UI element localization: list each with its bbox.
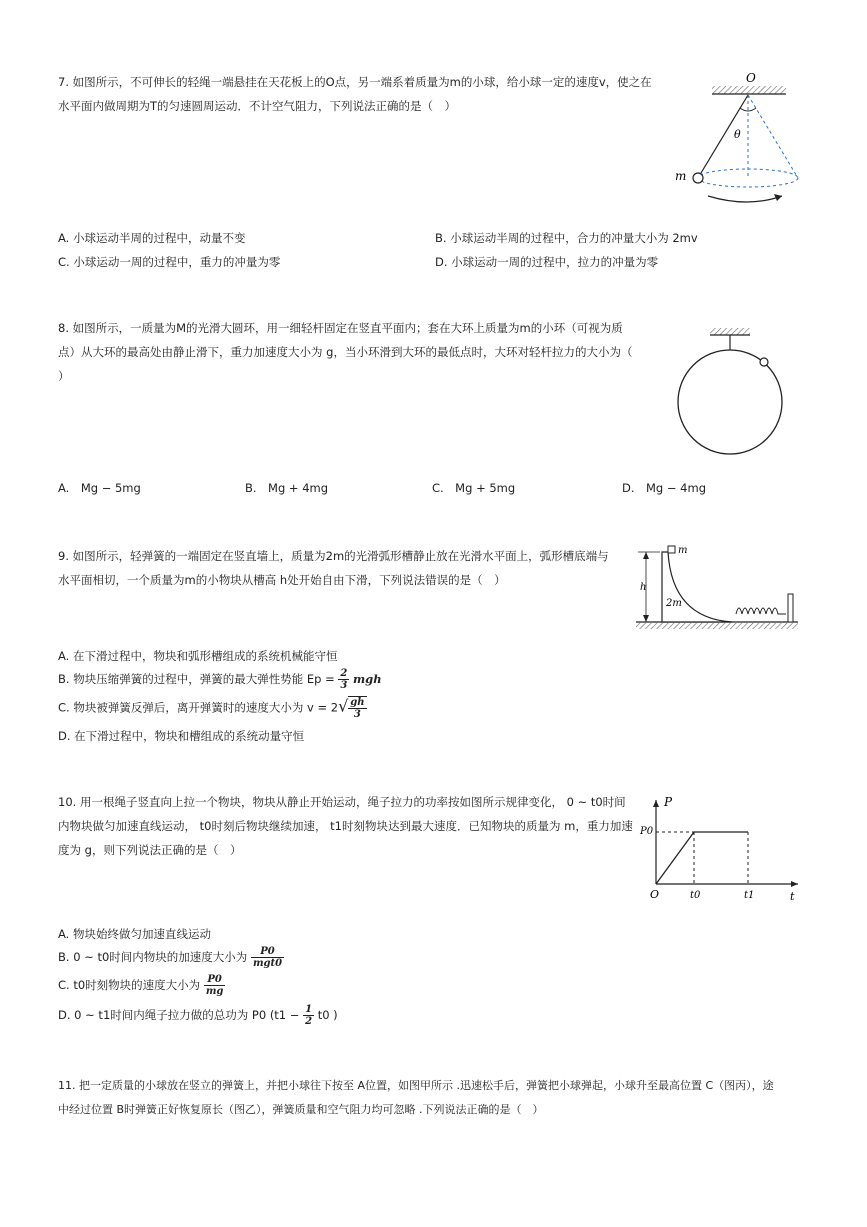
- q9-option-b-num: 2: [340, 668, 348, 679]
- q7-option-a[interactable]: A. 小球运动半周的过程中，动量不变: [58, 231, 246, 245]
- q7-label-m: m: [675, 169, 687, 183]
- q9-option-c-fraction: [348, 696, 366, 720]
- q9-option-a[interactable]: A. 在下滑过程中，物块和弧形槽组成的系统机械能守恒: [58, 649, 338, 663]
- q10-stem-line2: 内物块做匀加速直线运动， t0时刻后物块继续加速， t1时刻物块达到最大速度．已知物块的质量为 m，重力加速: [58, 819, 633, 833]
- q9-block: [668, 546, 675, 553]
- q11-stem-line1: 11. 把一定质量的小球放在竖立的弹簧上，并把小球往下按至 A位置，如图甲所示 .迅速松手后，弹簧把小球弹起，小球升至最高位置 C（图丙），途: [58, 1079, 774, 1092]
- q10-option-c-den: mg: [205, 986, 224, 997]
- q10-stem-line1: 10. 用一根绳子竖直向上拉一个物块，物块从静止开始运动，绳子拉力的功率按如图所示规律变化， 0 ~ t0时间: [58, 795, 626, 809]
- q9-option-c-text: C. 物块被弹簧反弹后，离开弹簧时的速度大小为 v = 2: [58, 700, 339, 715]
- q8-stem-line3: ）: [58, 369, 70, 383]
- q10-option-d-den: 2: [305, 1016, 313, 1027]
- q10-stem: [58, 790, 638, 862]
- q9-label-2m: 2m: [666, 598, 682, 609]
- q9-stem-line1: 9. 如图所示，轻弹簧的一端固定在竖直墙上，质量为2m的光滑弧形槽静止放在光滑水平面上，弧形槽底端与: [58, 549, 609, 563]
- q9-option-c[interactable]: C. 物块被弹簧反弹后，离开弹簧时的速度大小为 v = 2√ $\frac{gh}{3}$: [58, 696, 365, 720]
- q10-option-d-text: D. 0 ~ t1时间内绳子拉力做的总功为 P0 (t1 −: [58, 1008, 300, 1022]
- q10-option-c-text: C. t0时刻物块的速度大小为: [58, 978, 201, 992]
- q10-label-P: P: [664, 795, 673, 809]
- q7-motion-arrow: [708, 196, 782, 202]
- q9-spring: [736, 608, 786, 614]
- q10-option-d-fraction: [303, 1004, 314, 1027]
- q10-label-P0: P0: [640, 826, 654, 837]
- q7-ball: [693, 173, 703, 183]
- q7-conical-pendulum-figure: [670, 68, 820, 208]
- q7-stem-line2: 水平面内做周期为T的匀速圆周运动．不计空气阻力，下列说法正确的是（ ）: [58, 99, 457, 113]
- q9-option-b-den: 3: [340, 680, 348, 691]
- q9-label-h: h: [640, 582, 647, 593]
- q7-option-b[interactable]: B. 小球运动半周的过程中，合力的冲量大小为 2mv: [435, 231, 698, 245]
- q11-stem-line2: 中经过位置 B时弹簧正好恢复原长（图乙），弹簧质量和空气阻力均可忽略 .下列说法正确的是（ ）: [58, 1103, 544, 1116]
- q9-label-m: m: [678, 545, 688, 556]
- q7-option-d[interactable]: D. 小球运动一周的过程中，拉力的冲量为零: [435, 255, 659, 269]
- q10-option-c-num: P0: [204, 974, 226, 986]
- q7-label-O: O: [746, 71, 756, 85]
- q9-option-b-text: B. 物块压缩弹簧的过程中，弹簧的最大弹性势能 Ep =: [58, 672, 335, 686]
- q9-option-b[interactable]: [58, 668, 382, 691]
- q9-option-d[interactable]: D. 在下滑过程中，物块和槽组成的系统动量守恒: [58, 729, 305, 743]
- q9-option-c-num: gh: [350, 697, 365, 708]
- q7-ceiling: [712, 86, 786, 94]
- q8-small-ring: [760, 358, 768, 366]
- q10-option-b[interactable]: [58, 946, 284, 969]
- q9-option-c-den: 3: [353, 709, 361, 720]
- q10-label-O: O: [650, 888, 660, 901]
- q7-stem-line1: 7. 如图所示，不可伸长的轻绳一端悬挂在天花板上的O点，另一端系着质量为m的小球，给小球一定的速度v，使之在: [58, 75, 652, 89]
- q11-stem: [58, 1074, 818, 1122]
- q8-option-a[interactable]: A. Mg − 5mg: [58, 481, 141, 495]
- q10-option-d-num: 1: [305, 1004, 313, 1015]
- q8-option-b[interactable]: B. Mg + 4mg: [245, 481, 329, 495]
- q10-option-b-den: mgt0: [252, 958, 283, 969]
- q9-option-b-fraction: [338, 668, 349, 691]
- q9-wall: [788, 594, 793, 622]
- q9-arc-slot-figure: [632, 540, 802, 635]
- q10-label-t: t: [790, 890, 795, 903]
- q8-stem: [58, 316, 658, 388]
- q9-stem-line2: 水平面相切，一个质量为m的小物块从槽高 h处开始自由下滑，下列说法错误的是（ ）: [58, 573, 506, 587]
- q9-arc-slot: [662, 552, 732, 622]
- q10-option-d-post: t0 ): [317, 1008, 338, 1022]
- q8-option-d[interactable]: D. Mg − 4mg: [622, 481, 706, 495]
- q10-option-b-text: B. 0 ~ t0时间内物块的加速度大小为: [58, 950, 248, 964]
- q8-stem-line1: 8. 如图所示，一质量为M的光滑大圆环，用一细轻杆固定在竖直平面内；套在大环上质量为m的小环（可视为质: [58, 321, 623, 335]
- q7-label-theta: θ: [734, 128, 741, 141]
- q10-power-curve: [656, 832, 748, 884]
- q10-stem-line3: 度为 g，则下列说法正确的是（ ）: [58, 843, 242, 857]
- q10-label-t0: t0: [690, 890, 701, 901]
- q10-option-c-fraction: [204, 974, 226, 997]
- q10-power-time-graph: [638, 792, 806, 907]
- q7-option-c[interactable]: C. 小球运动一周的过程中，重力的冲量为零: [58, 255, 281, 269]
- q10-option-b-num: P0: [251, 946, 284, 958]
- q7-stem: [58, 70, 668, 118]
- q9-stem: [58, 544, 628, 592]
- q9-option-b-post: mgh: [353, 672, 382, 686]
- q10-option-d[interactable]: [58, 1004, 338, 1027]
- q8-ring-figure: [670, 322, 795, 462]
- q10-option-a[interactable]: A. 物块始终做匀加速直线运动: [58, 927, 211, 941]
- q8-option-c[interactable]: C. Mg + 5mg: [432, 481, 516, 495]
- q8-stem-line2: 点）从大环的最高处由静止滑下，重力加速度大小为 g，当小环滑到大环的最低点时，大环对轻杆拉力的大小为（: [58, 345, 633, 359]
- q10-label-t1: t1: [744, 890, 755, 901]
- q10-option-b-fraction: [251, 946, 284, 969]
- q10-option-c[interactable]: [58, 974, 225, 997]
